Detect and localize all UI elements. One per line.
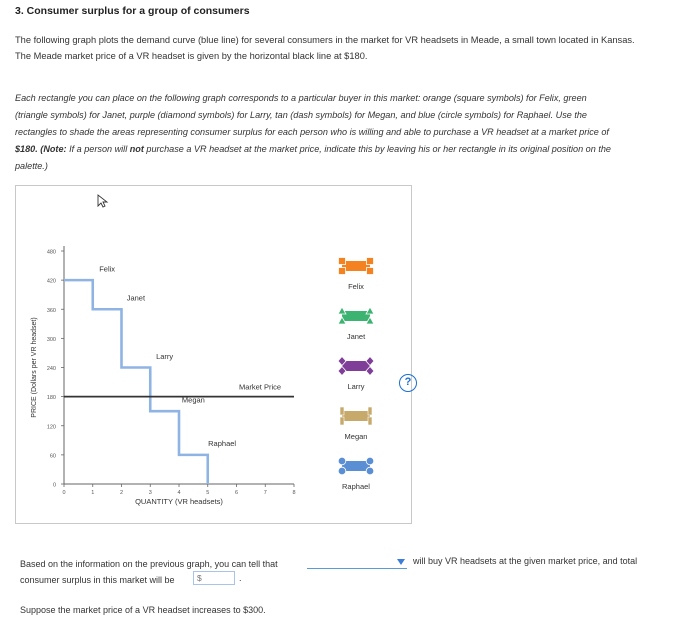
y-tick-label: 480: [46, 249, 56, 256]
dash-icon: [340, 407, 344, 415]
x-tick-label: 2: [119, 490, 124, 496]
x-tick-label: 6: [234, 490, 239, 496]
intro-line-2: The Meade market price of a VR headset is given by the horizontal black line at $180.: [15, 51, 368, 61]
demand-curve-line: [64, 280, 208, 484]
palette-label: Janet: [346, 332, 366, 341]
market-price-label: Market Price: [238, 382, 282, 392]
triangle-icon: [366, 307, 374, 314]
y-tick-label: 300: [46, 336, 56, 343]
buyer-step-label: Felix: [99, 264, 116, 274]
dash-icon: [340, 417, 344, 425]
palette-rect: [342, 361, 370, 371]
palette-item-janet[interactable]: [338, 307, 374, 341]
demand-graph[interactable]: [16, 186, 413, 525]
graph-panel: [15, 185, 412, 524]
help-icon[interactable]: ?: [399, 374, 417, 392]
x-tick-label: 5: [206, 490, 210, 496]
question-title: 3. Consumer surplus for a group of consumers: [15, 5, 250, 17]
square-icon: [339, 258, 346, 265]
palette-rect: [342, 461, 370, 471]
y-tick-label: 420: [46, 278, 56, 285]
chevron-down-icon[interactable]: [397, 559, 405, 565]
palette-label: Raphael: [342, 482, 370, 491]
buyer-palette: [338, 258, 374, 492]
y-tick-label: 240: [46, 366, 56, 372]
palette-item-megan[interactable]: [340, 407, 372, 441]
buyer-step-label: Megan: [181, 395, 205, 405]
palette-label: Larry: [347, 382, 365, 391]
circle-icon: [366, 457, 374, 465]
question-1: [20, 556, 310, 588]
instr-post: purchase a VR headset at the market price, indicate this by leaving his or her rectangle in its original position on the: [143, 144, 611, 154]
x-tick-label: 4: [177, 490, 181, 496]
sentence-period: .: [239, 573, 242, 583]
dollar-prefix: $: [197, 573, 202, 583]
dash-icon: [368, 407, 372, 415]
triangle-icon: [338, 307, 346, 314]
intro-text: [15, 32, 685, 64]
y-tick-label: 180: [46, 395, 56, 402]
instructions-text: [15, 90, 685, 175]
instr-note: Note:: [43, 144, 67, 154]
buyer-step-label: Larry: [156, 351, 174, 361]
dash-icon: [368, 417, 372, 425]
x-tick-label: 7: [263, 490, 267, 496]
instr-mid: If a person will: [66, 144, 130, 154]
palette-rect: [342, 411, 370, 421]
x-tick-label: 8: [292, 490, 296, 496]
instr-price: $180. (: [15, 144, 44, 154]
y-tick-label: 0: [52, 482, 56, 489]
circle-icon: [338, 457, 346, 465]
palette-item-raphael[interactable]: [338, 457, 374, 491]
palette-rect: [342, 261, 370, 271]
instr-line-2: (triangle symbols) for Janet, purple (diamond symbols) for Larry, tan (dash symbols) for Megan, and blue (circle symbols) for Raphael. Use the: [15, 110, 587, 120]
y-tick-label: 360: [46, 307, 56, 314]
y-tick-label: 120: [46, 424, 56, 431]
palette-label: Megan: [344, 432, 368, 441]
instr-line-3: rectangles to shade the areas representing consumer surplus for each person who is willing and able to purchase a VR headset at a market price of: [15, 127, 609, 137]
palette-item-larry[interactable]: [338, 357, 374, 392]
square-icon: [339, 268, 346, 275]
square-icon: [367, 258, 374, 265]
circle-icon: [366, 467, 374, 475]
y-tick-label: 60: [49, 453, 56, 460]
question-2: Suppose the market price of a VR headset increases to $300.: [20, 605, 266, 615]
palette-rect: [342, 311, 370, 321]
palette-item-felix[interactable]: [339, 258, 374, 292]
buyer-step-label: Raphael: [208, 439, 237, 449]
buyers-dropdown[interactable]: [307, 558, 407, 569]
x-axis-label: QUANTITY (VR headsets): [135, 497, 223, 506]
instr-line-5: palette.): [15, 161, 48, 171]
x-tick-label: 1: [91, 490, 95, 496]
y-axis-label: PRICE (Dollars per VR headset): [31, 317, 38, 418]
square-icon: [367, 268, 374, 275]
graph-labels-group: [99, 264, 281, 448]
circle-icon: [338, 467, 346, 475]
graph-axes: [31, 246, 296, 506]
palette-label: Felix: [348, 282, 364, 291]
buyer-step-label: Janet: [126, 293, 146, 303]
x-tick-label: 0: [62, 490, 66, 496]
intro-line-1: The following graph plots the demand curve (blue line) for several consumers in the market for VR headsets in Meade, a small town located in Kansas.: [15, 35, 635, 45]
q1-line-1: Based on the information on the previous graph, you can tell that: [20, 559, 278, 569]
cursor-icon: [98, 195, 107, 207]
q1-after-text: will buy VR headsets at the given market price, and total: [413, 556, 638, 566]
instr-line-1: Each rectangle you can place on the following graph corresponds to a particular buyer in this market: orange (square symbols) for Felix, green: [15, 93, 587, 103]
x-tick-label: 3: [148, 490, 152, 496]
consumer-surplus-input[interactable]: [193, 571, 235, 585]
instr-not: not: [129, 144, 144, 154]
q1-line-2: consumer surplus in this market will be: [20, 575, 175, 585]
instr-line-4: [15, 141, 685, 158]
